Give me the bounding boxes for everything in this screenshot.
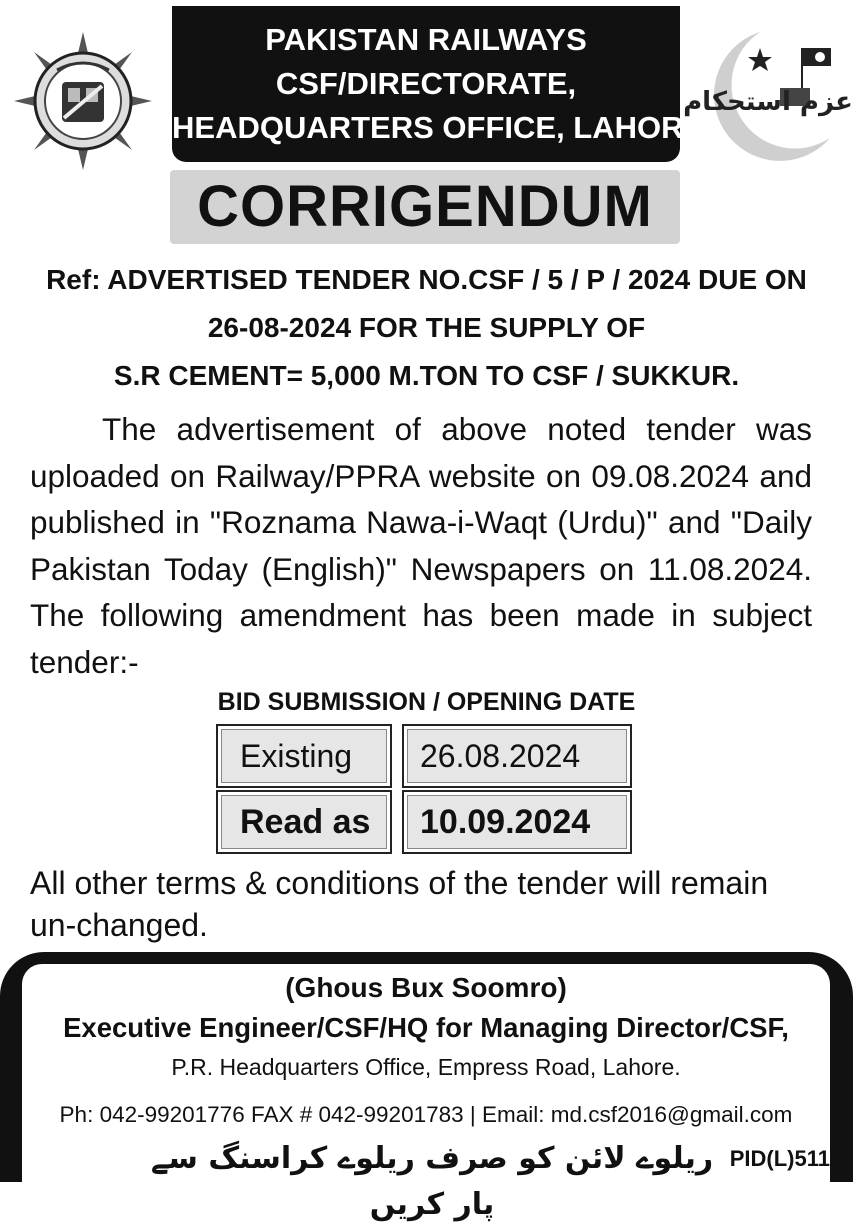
notice-body-text: The advertisement of above noted tender was uploaded on Railway/PPRA website on 09.08.2024 and published in "Roznama Nawa-i-Waqt (Urdu)" and "Daily Pakistan Today (English)" Newspapers on 11.08.2024. The following amendment has been made in subject tender:- <box>30 411 812 680</box>
corrigendum-title: CORRIGENDUM <box>170 170 680 244</box>
bid-date-heading: BID SUBMISSION / OPENING DATE <box>217 688 636 716</box>
azm-e-istehkam-logo <box>683 28 853 168</box>
read-as-label-cell: Read as <box>216 790 392 854</box>
office-address: P.R. Headquarters Office, Empress Road, Lahore. <box>171 1054 681 1080</box>
header-line-2: CSF/DIRECTORATE, <box>275 66 577 101</box>
signature-block <box>22 964 830 1094</box>
contact-line: Ph: 042-99201776 FAX # 042-99201783 | Email: md.csf2016@gmail.com <box>22 1094 830 1136</box>
footer-bottom-row <box>22 1136 830 1222</box>
existing-label-cell: Existing <box>216 724 392 788</box>
urdu-safety-notice: ریلوے لائن کو صرف ریلوے کراسنگ سے پار کریں <box>150 1141 714 1222</box>
tender-reference <box>0 256 853 400</box>
header-line-3: HEADQUARTERS OFFICE, LAHORE. <box>172 110 713 145</box>
notice-body <box>30 406 812 685</box>
closing-text: All other terms & conditions of the tender will remain un-changed. <box>30 865 769 943</box>
footer-banner <box>0 952 853 1222</box>
header-line-1: PAKISTAN RAILWAYS <box>265 22 587 57</box>
existing-date-cell: 26.08.2024 <box>402 724 632 788</box>
ref-line-1: Ref: ADVERTISED TENDER NO.CSF / 5 / P / 2024 DUE ON <box>46 264 807 295</box>
header-banner <box>172 6 713 162</box>
azm-e-istehkam-text: عزم استحکام <box>683 87 853 117</box>
ref-line-2: 26-08-2024 FOR THE SUPPLY OF <box>207 312 646 343</box>
signatory-name: (Ghous Bux Soomro) <box>285 972 567 1003</box>
railways-emblem-logo <box>12 30 154 172</box>
ref-line-3: S.R CEMENT= 5,000 M.TON TO CSF / SUKKUR. <box>113 360 740 391</box>
signatory-title: Executive Engineer/CSF/HQ for Managing Director/CSF, <box>63 1012 789 1043</box>
read-as-date-cell: 10.09.2024 <box>402 790 632 854</box>
pid-number: PID(L)511 <box>729 1146 830 1171</box>
